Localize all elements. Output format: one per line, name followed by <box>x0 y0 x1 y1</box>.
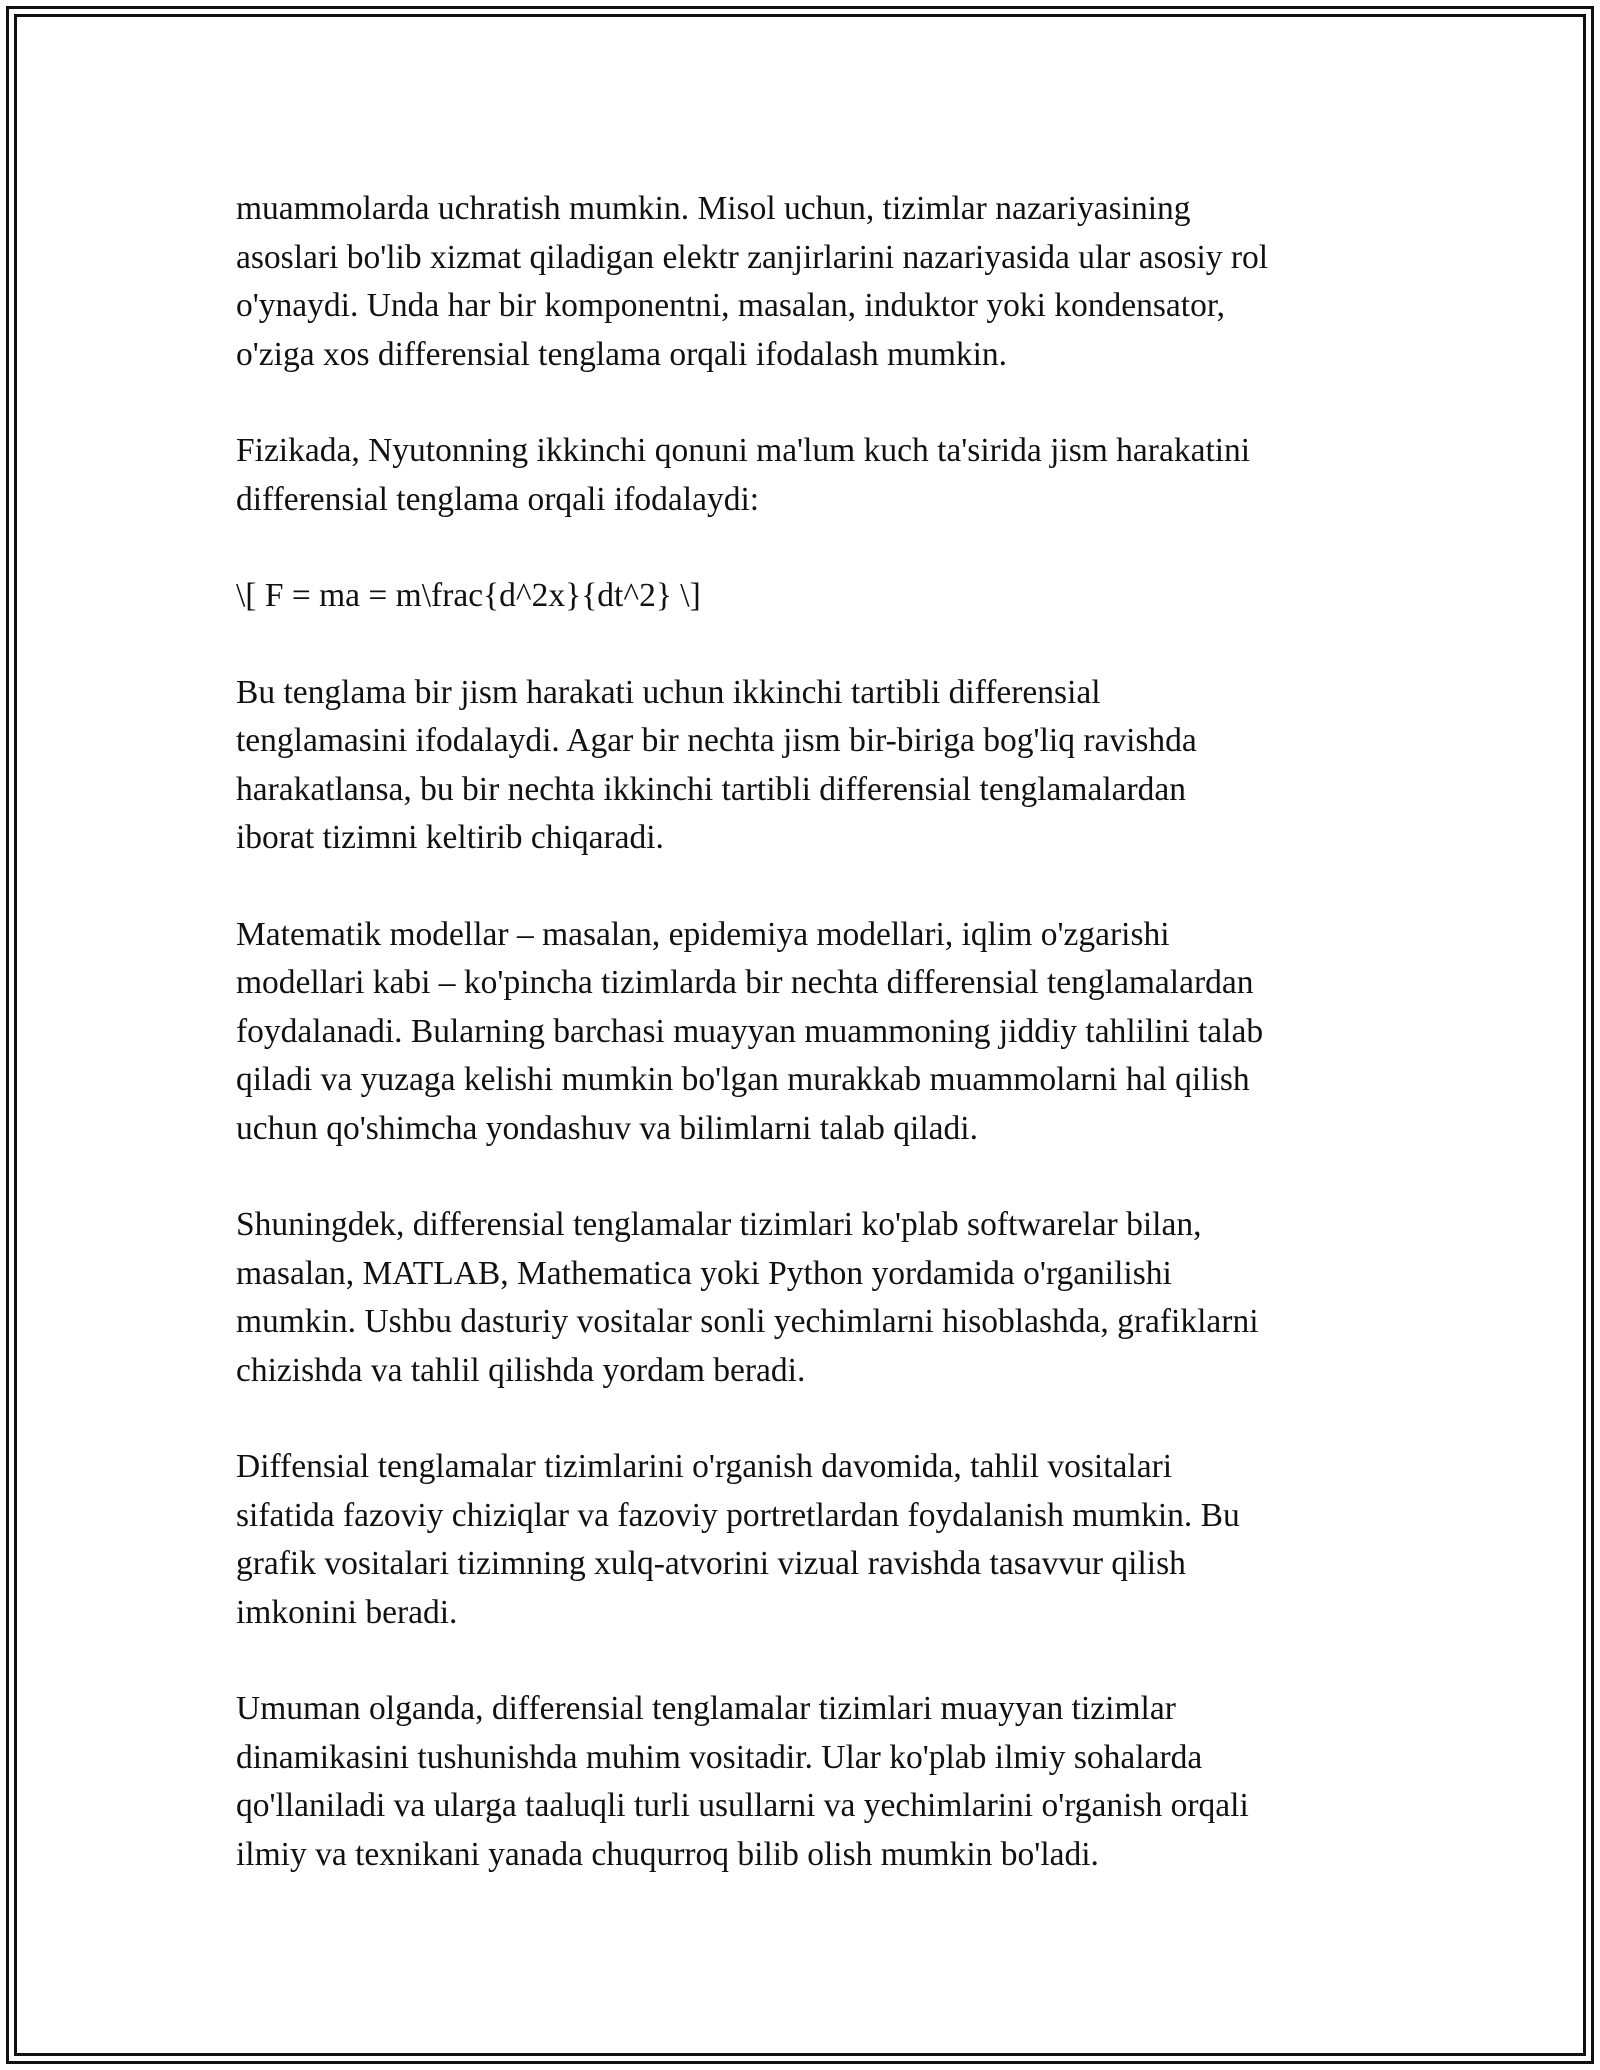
equation-newton: \[ F = ma = m\frac{d^2x}{dt^2} \] <box>236 577 701 614</box>
paragraph-phase-portraits: Diffensial tenglamalar tizimlarini o'rganish davomida, tahlil vositalari sifatida fazoviy chiziqlar va fazoviy portretlardan foydalanish mumkin. Bu grafik vositalari tizimning xulq-atvorini vizual ravishda tasavvur qilish imkonini beradi. <box>236 1448 1240 1631</box>
paragraph-second-order: Bu tenglama bir jism harakati uchun ikkinchi tartibli differensial tenglamasini ifodalaydi. Agar bir nechta jism bir-biriga bog'liq ravishda harakatlansa, bu bir nechta ikkinchi tartibli differensial tenglamalardan iborat tizimni keltirib chiqaradi. <box>236 673 1197 856</box>
paragraph-math-models: Matematik modellar – masalan, epidemiya modellari, iqlim o'zgarishi modellari kabi – ko'pincha tizimlarda bir nechta differensial tenglamalardan foydalanadi. Bularning barchasi muayyan muammoning jiddiy tahlilini talab qiladi va yuzaga kelishi mumkin bo'lgan murakkab muammolarni hal qilish uchun qo'shimcha yondashuv va bilimlarni talab qiladi. <box>236 915 1264 1147</box>
paragraph-software: Shuningdek, differensial tenglamalar tizimlari ko'plab softwarelar bilan, masalan, MATLAB, Mathematica yoki Python yordamida o'rganilishi mumkin. Ushbu dasturiy vositalar sonli yechimlarni hisoblashda, grafiklarni chizishda va tahlil qilishda yordam beradi. <box>236 1206 1259 1389</box>
paragraph-electric-circuits: muammolarda uchratish mumkin. Misol uchun, tizimlar nazariyasining asoslari bo'lib xizmat qiladigan elektr zanjirlarini nazariyasida ular asosiy rol o'ynaydi. Unda har bir komponentni, masalan, induktor yoki kondensator, o'ziga xos differensial tenglama orqali ifodalash mumkin. <box>236 190 1269 373</box>
paragraph-conclusion: Umuman olganda, differensial tenglamalar tizimlari muayyan tizimlar dinamikasini tushunishda muhim vositadir. Ular ko'plab ilmiy sohalarda qo'llaniladi va ularga taaluqli turli usullarni va yechimlarini o'rganish orqali ilmiy va texnikani yanada chuqurroq bilib olish mumkin bo'ladi. <box>236 1690 1249 1873</box>
document-body <box>236 185 1376 1927</box>
paragraph-newton-law: Fizikada, Nyutonning ikkinchi qonuni ma'lum kuch ta'sirida jism harakatini differensial tenglama orqali ifodalaydi: <box>236 432 1251 518</box>
